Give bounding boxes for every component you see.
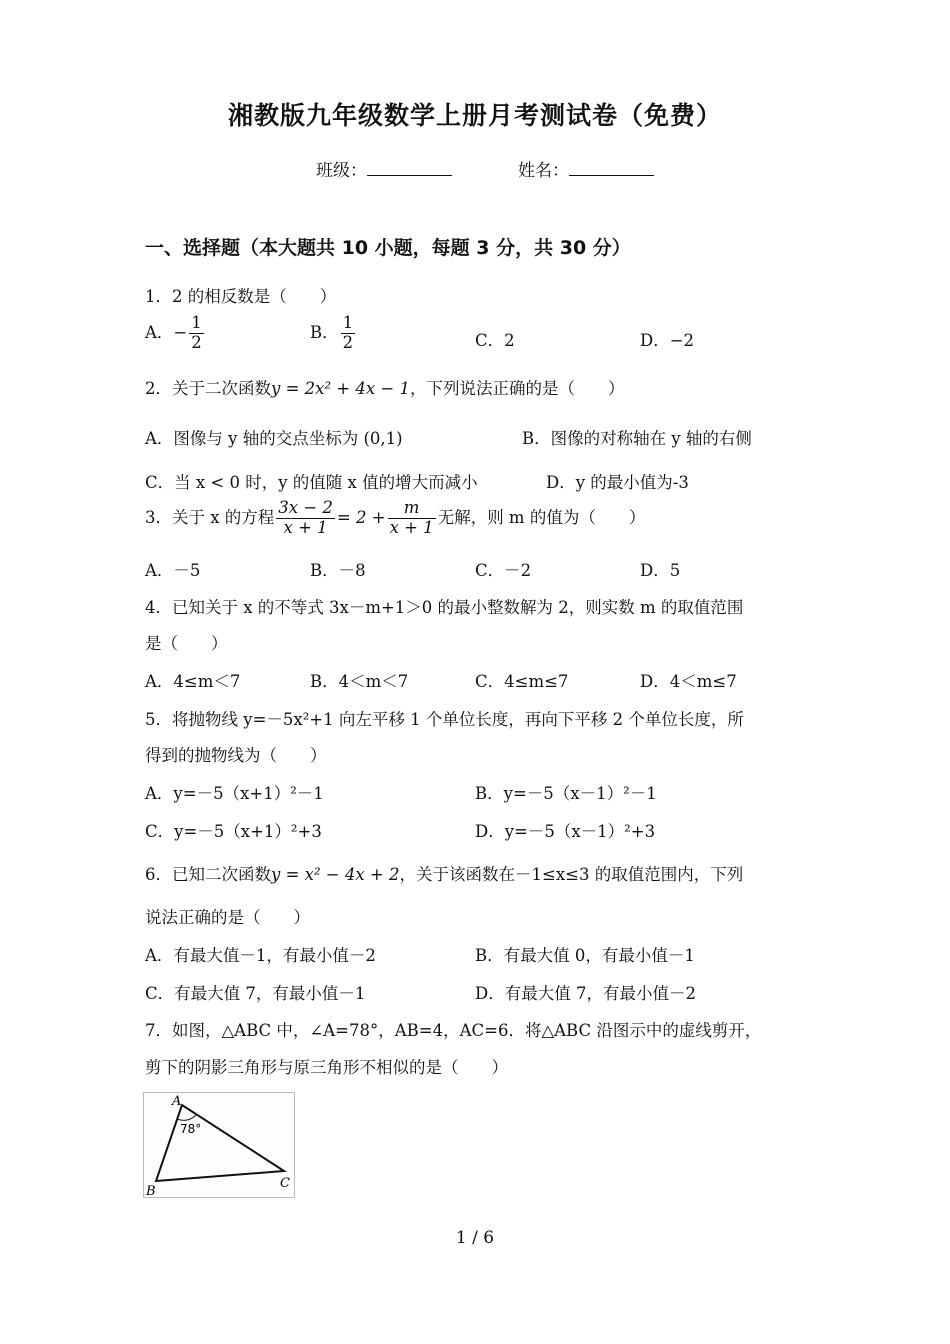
vertex-a-label: A (172, 1094, 182, 1109)
class-field (316, 156, 452, 181)
q3-option-b: B．－8 (310, 561, 366, 580)
question-7-line-2: 剪下的阴影三角形与原三角形不相似的是（ ） (145, 1058, 508, 1077)
q5-option-c: C．y=－5（x+1）²+3 (145, 822, 322, 841)
q2-option-b: B．图像的对称轴在 y 轴的右侧 (522, 429, 752, 448)
q6-formula: y = x² − 4x + 2 (271, 865, 400, 884)
name-label: 姓名： (518, 161, 569, 181)
q1-b-fraction: $\frac{1}{2}$ (342, 313, 354, 352)
q2-option-c: C．当 x < 0 时，y 的值随 x 值的增大而减小 (145, 473, 478, 492)
q1-option-a: A．− $\frac{1}{2}$ (145, 313, 202, 352)
q2-option-a: A．图像与 y 轴的交点坐标为 (0,1) (145, 429, 403, 448)
q6-option-a: A．有最大值－1，有最小值－2 (145, 946, 376, 965)
q4-option-b: B．4＜m＜7 (310, 672, 409, 691)
q3-fraction-1: $\frac{3x - 2}{x + 1}$ (278, 498, 333, 537)
q5-option-b: B．y=－5（x－1）²－1 (475, 784, 657, 803)
q6-option-c: C．有最大值 7，有最小值－1 (145, 984, 366, 1003)
triangle-abc (156, 1105, 284, 1181)
question-5-line-2: 得到的抛物线为（ ） (145, 746, 327, 765)
q1-option-b: B． $\frac{1}{2}$ (310, 313, 354, 352)
q2-option-d: D．y 的最小值为-3 (546, 473, 689, 492)
page-title: 湘教版九年级数学上册月考测试卷（免费） (227, 101, 722, 130)
q1-a-fraction: $\frac{1}{2}$ (191, 313, 202, 352)
question-3-stem: 3．关于 x 的方程 $\frac{3x - 2}{x + 1}$ = 2 + $\frac{m}{x + 1}$ 无解，则 m 的值为（ ） (145, 498, 646, 537)
q1-option-d: D．−2 (640, 331, 695, 350)
question-2-stem: 2．关于二次函数y = 2x² + 4x − 1，下列说法正确的是（ ） (145, 379, 625, 398)
q4-option-a: A．4≤m＜7 (145, 672, 241, 691)
vertex-c-label: C (280, 1176, 290, 1191)
name-field (518, 156, 654, 181)
question-5-line-1: 5．将抛物线 y=－5x²+1 向左平移 1 个单位长度，再向下平移 2 个单位长度，所 (145, 710, 744, 729)
q1-option-c: C．2 (475, 331, 515, 350)
angle-arc (177, 1115, 196, 1120)
vertex-b-label: B (146, 1184, 156, 1197)
q5-option-d: D．y=－5（x－1）²+3 (475, 822, 656, 841)
q4-option-c: C．4≤m≤7 (475, 672, 569, 691)
angle-label: 78° (180, 1122, 202, 1136)
question-4-line-1: 4．已知关于 x 的不等式 3x－m+1＞0 的最小整数解为 2，则实数 m 的取值范围 (145, 598, 744, 617)
q6-option-d: D．有最大值 7，有最小值－2 (475, 984, 696, 1003)
section-heading: 一、选择题（本大题共 10 小题，每题 3 分，共 30 分） (145, 237, 631, 259)
q3-fraction-2: $\frac{m}{x + 1}$ (389, 498, 434, 537)
question-1-stem: 1．2 的相反数是（ ） (145, 287, 337, 306)
class-label: 班级： (316, 161, 367, 181)
q5-option-a: A．y=－5（x+1）²－1 (145, 784, 324, 803)
question-6-line-2: 说法正确的是（ ） (145, 908, 310, 927)
page-number: 1 / 6 (455, 1228, 495, 1248)
question-6-line-1: 6．已知二次函数y = x² − 4x + 2，关于该函数在－1≤x≤3 的取值范围内，下列 (145, 865, 744, 884)
q3-option-a: A．－5 (145, 561, 201, 580)
question-7-line-1: 7．如图，△ABC 中，∠A=78°，AB=4，AC=6．将△ABC 沿图示中的虚线剪开， (145, 1021, 762, 1040)
q2-formula: y = 2x² + 4x − 1 (271, 379, 410, 398)
name-blank (569, 159, 654, 176)
q3-option-c: C．－2 (475, 561, 532, 580)
q3-option-d: D．5 (640, 561, 681, 580)
question-4-line-2: 是（ ） (145, 634, 228, 653)
triangle-diagram (144, 1093, 294, 1197)
triangle-figure (143, 1092, 295, 1198)
q6-option-b: B．有最大值 0，有最小值－1 (475, 946, 695, 965)
class-blank (367, 159, 452, 176)
q4-option-d: D．4＜m≤7 (640, 672, 737, 691)
